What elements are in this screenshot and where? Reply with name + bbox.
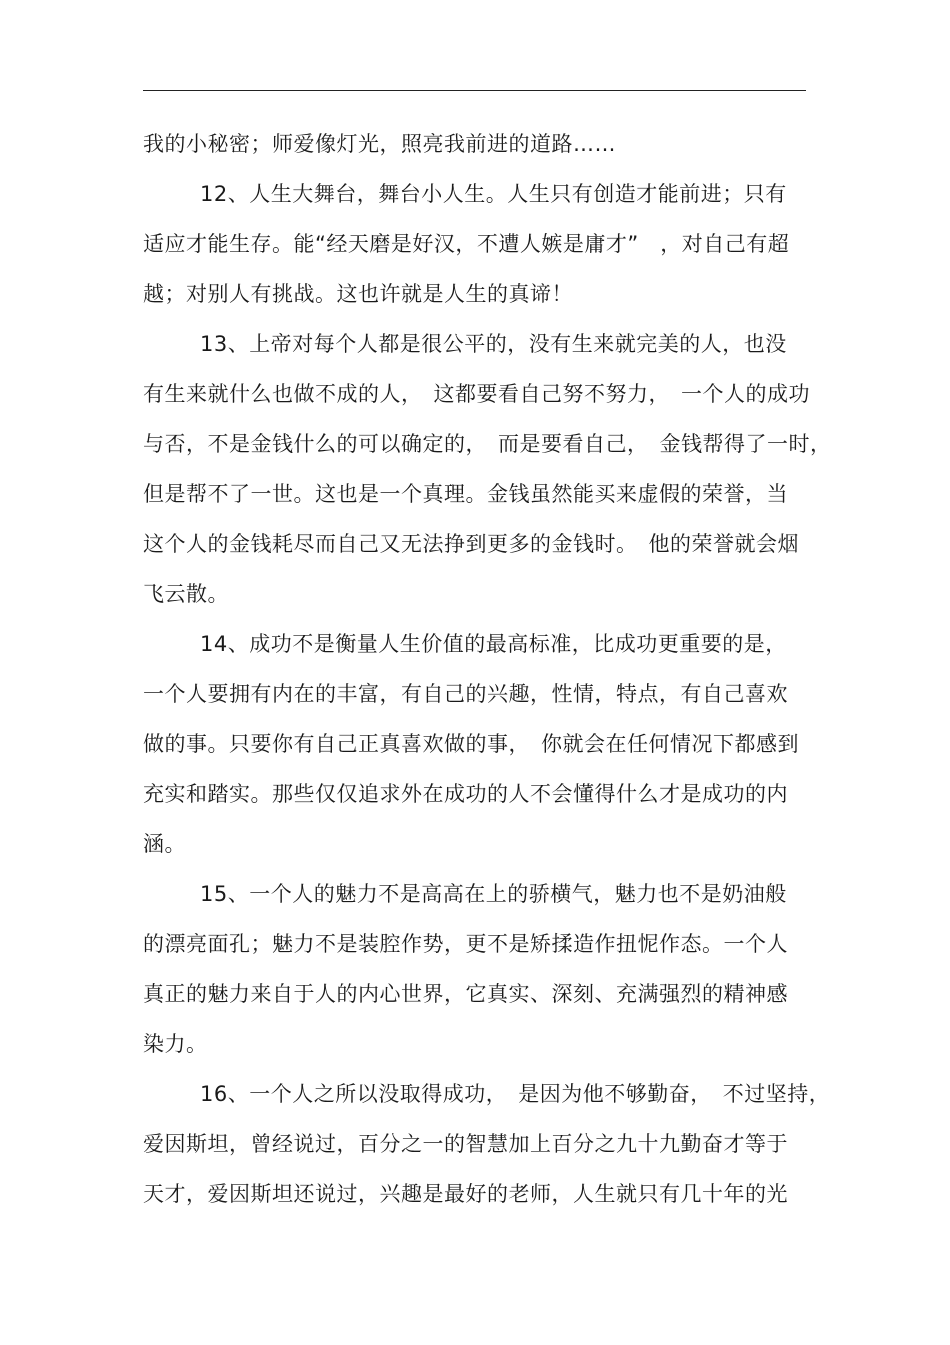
text-line: 做的事。只要你有自己正真喜欢做的事， 你就会在任何情况下都感到: [143, 732, 799, 756]
text-line: 飞云散。: [143, 582, 229, 606]
text-line: 真正的魅力来自于人的内心世界，它真实、深刻、充满强烈的精神感: [143, 982, 788, 1006]
paragraph-13-start: 13、上帝对每个人都是很公平的，没有生来就完美的人，也没: [200, 332, 787, 356]
text-line: 越；对别人有挑战。这也许就是人生的真谛！: [143, 282, 573, 306]
text-line: 一个人要拥有内在的丰富，有自己的兴趣，性情，特点，有自己喜欢: [143, 682, 788, 706]
text-line: 我的小秘密；师爱像灯光，照亮我前进的道路……: [143, 132, 616, 156]
header-rule: [143, 90, 806, 91]
text-line: 这个人的金钱耗尽而自己又无法挣到更多的金钱时。 他的荣誉就会烟: [143, 532, 799, 556]
text-line: 涵。: [143, 832, 186, 856]
paragraph-16-start: 16、一个人之所以没取得成功， 是因为他不够勤奋， 不过坚持，: [200, 1082, 831, 1106]
text-line: 与否，不是金钱什么的可以确定的， 而是要看自己， 金钱帮得了一时，: [143, 432, 832, 456]
text-line: 有生来就什么也做不成的人， 这都要看自己努不努力， 一个人的成功: [143, 382, 810, 406]
paragraph-12-start: 12、人生大舞台，舞台小人生。人生只有创造才能前进；只有: [200, 182, 787, 206]
text-line: 爱因斯坦，曾经说过，百分之一的智慧加上百分之九十九勤奋才等于: [143, 1132, 788, 1156]
text-line: 的漂亮面孔；魅力不是装腔作势，更不是矫揉造作扭怩作态。一个人: [143, 932, 788, 956]
text-line: 充实和踏实。那些仅仅追求外在成功的人不会懂得什么才是成功的内: [143, 782, 788, 806]
document-body: [143, 119, 832, 1219]
paragraph-14-start: 14、成功不是衡量人生价值的最高标准，比成功更重要的是，: [200, 632, 787, 656]
text-line: 适应才能生存。能“经天磨是好汉，不遭人嫉是庸才” ，对自己有超: [143, 232, 790, 256]
paragraph-15-start: 15、一个人的魅力不是高高在上的骄横气，魅力也不是奶油般: [200, 882, 787, 906]
text-line: 但是帮不了一世。这也是一个真理。金钱虽然能买来虚假的荣誉，当: [143, 482, 788, 506]
text-line: 天才，爱因斯坦还说过，兴趣是最好的老师，人生就只有几十年的光: [143, 1182, 788, 1206]
text-line: 染力。: [143, 1032, 208, 1056]
